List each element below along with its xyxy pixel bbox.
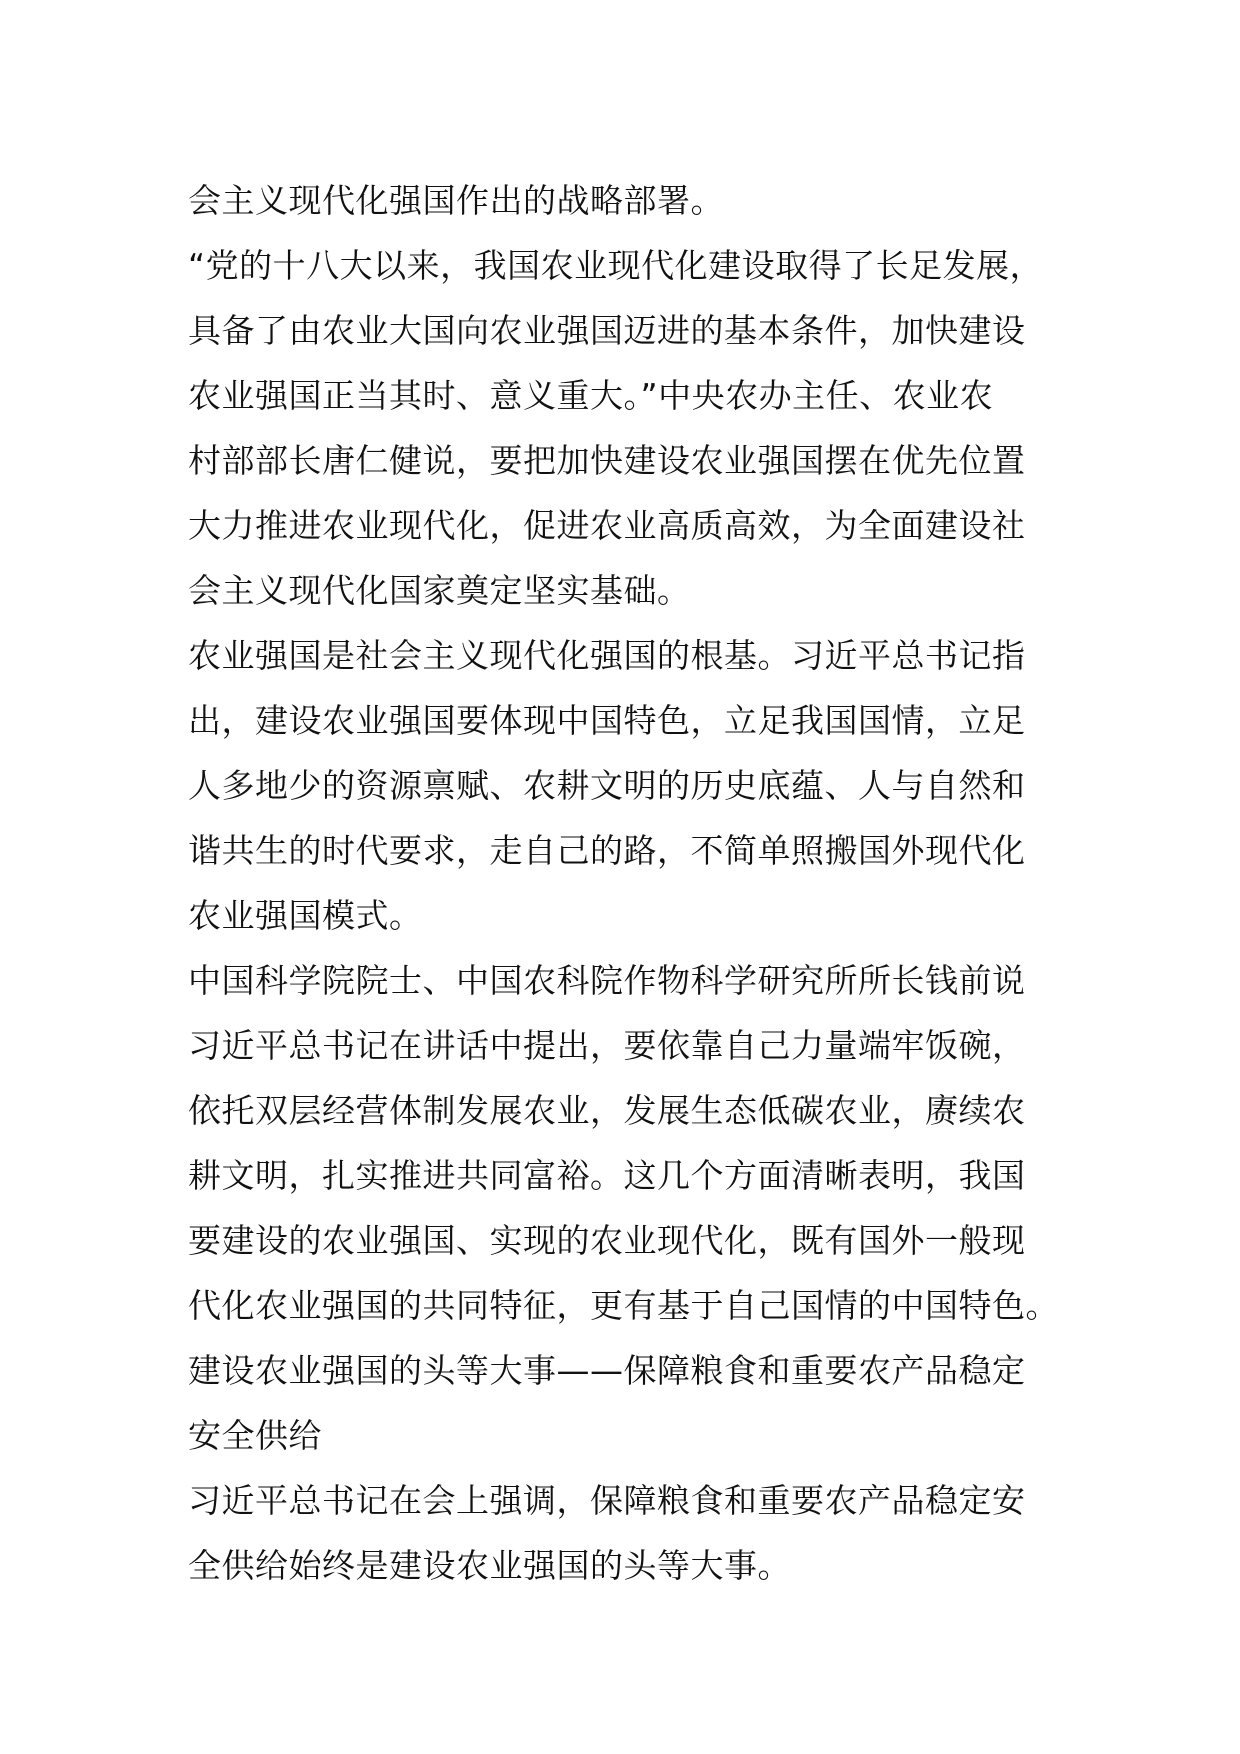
text-line: 会主义现代化强国作出的战略部署。	[188, 181, 724, 220]
section-heading-line: 安全供给	[188, 1416, 322, 1455]
text-line: 中国科学院院士、中国农科院作物科学研究所所长钱前说	[188, 961, 1026, 1000]
text-line: 具备了由农业大国向农业强国迈进的基本条件，加快建设	[188, 311, 1026, 350]
section-heading-line: 建设农业强国的头等大事——保障粮食和重要农产品稳定	[188, 1351, 1026, 1390]
text-line: 人多地少的资源禀赋、农耕文明的历史底蕴、人与自然和	[188, 766, 1026, 805]
text-line: “党的十八大以来，我国农业现代化建设取得了长足发展，	[188, 246, 1044, 285]
text-line: 习近平总书记在会上强调，保障粮食和重要农产品稳定安	[188, 1481, 1026, 1520]
text-line: 村部部长唐仁健说，要把加快建设农业强国摆在优先位置	[188, 441, 1026, 480]
text-line: 农业强国正当其时、意义重大。”中央农办主任、农业农	[188, 376, 994, 415]
text-line: 出，建设农业强国要体现中国特色，立足我国国情，立足	[188, 701, 1026, 740]
text-line: 谐共生的时代要求，走自己的路，不简单照搬国外现代化	[188, 831, 1026, 870]
text-line: 农业强国模式。	[188, 896, 423, 935]
text-line: 依托双层经营体制发展农业，发展生态低碳农业，赓续农	[188, 1091, 1026, 1130]
text-line: 习近平总书记在讲话中提出，要依靠自己力量端牢饭碗，	[188, 1026, 1026, 1065]
text-line: 会主义现代化国家奠定坚实基础。	[188, 571, 691, 610]
text-line: 耕文明，扎实推进共同富裕。这几个方面清晰表明，我国	[188, 1156, 1026, 1195]
text-line: 代化农业强国的共同特征，更有基于自己国情的中国特色。	[188, 1286, 1059, 1325]
text-line: 全供给始终是建设农业强国的头等大事。	[188, 1546, 791, 1585]
text-line: 农业强国是社会主义现代化强国的根基。习近平总书记指	[188, 636, 1026, 675]
text-line: 要建设的农业强国、实现的农业现代化，既有国外一般现	[188, 1221, 1026, 1260]
document-body	[188, 168, 1060, 1598]
text-line: 大力推进农业现代化，促进农业高质高效，为全面建设社	[188, 506, 1026, 545]
